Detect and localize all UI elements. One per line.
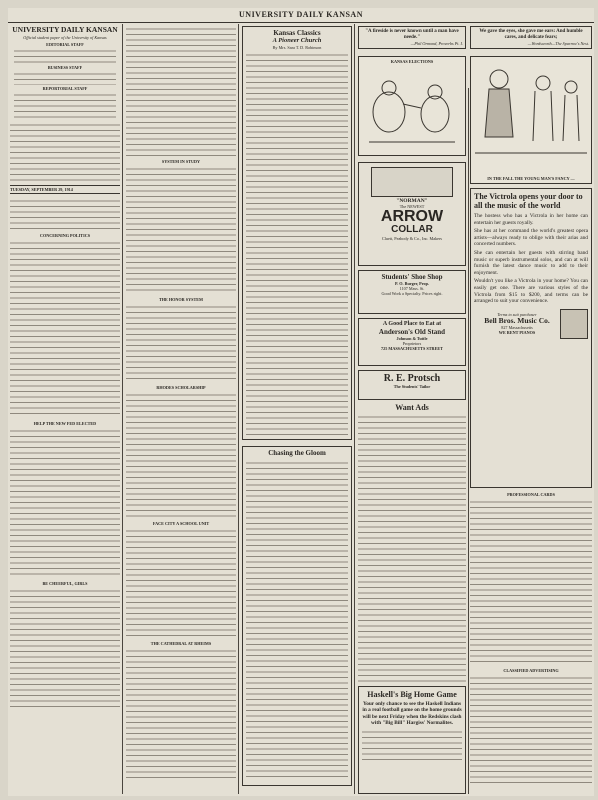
intro-paragraph: [10, 198, 120, 230]
article-heading: SYSTEM IN STUDY: [161, 159, 201, 164]
tailor-ad: [358, 370, 466, 400]
section-heading: Want Ads: [395, 403, 429, 412]
publication-notice: [10, 122, 120, 182]
byline: By Mrs. Sara T. D. Robinson: [272, 45, 322, 50]
ad-brand-sub: COLLAR: [391, 224, 433, 235]
section-heading: CLASSIFIED ADVERTISING: [503, 668, 559, 673]
newspaper-page: [8, 8, 594, 796]
column-3: [242, 26, 352, 794]
cartoon-caption: IN THE FALL THE YOUNG MAN'S FANCY —: [487, 176, 575, 181]
article-body: [126, 528, 236, 638]
ad-extra: [362, 729, 462, 763]
article-body: [10, 428, 120, 578]
ad-brand: ARROW: [380, 208, 444, 225]
quote-text: "A fireside is never known until a man have neede.": [365, 29, 459, 40]
ad-title: Haskell's Big Home Game: [367, 690, 457, 699]
ad-line: Good Work a Specialty. Prices right.: [381, 291, 443, 296]
ad-body: She can entertain her guests with stirring band music or superb instrumental solos, and can at will furnish the latest dance music to add to their enjoyment.: [474, 249, 588, 276]
collar-illustration: [371, 167, 453, 197]
article-heading: HELP THE NEW FED ELECTED: [33, 421, 97, 426]
victrola-ad: [470, 188, 592, 488]
paper-title: UNIVERSITY DAILY KANSAN: [12, 26, 118, 34]
article-heading: THE HONOR SYSTEM: [159, 297, 203, 302]
professional-cards: [470, 492, 592, 665]
quote-source: —Wordsworth—The Sparrow's Nest.: [527, 41, 589, 46]
restaurant-ad: [358, 318, 466, 366]
article-body: [126, 648, 236, 778]
masthead: UNIVERSITY DAILY KANSAN: [239, 10, 363, 19]
kansas-elections-cartoon: [358, 56, 466, 156]
ad-title: Students' Shoe Shop: [381, 273, 443, 281]
staff-list: [14, 48, 116, 64]
ad-tagline: The NEWEST: [399, 204, 425, 209]
ad-body: The hostess who has a Victrola in her home can entertain her guests royally.: [474, 213, 588, 226]
quote-box: [358, 26, 466, 49]
article-body: [10, 240, 120, 418]
want-ads: [358, 404, 466, 682]
ad-address: 725 MASSACHUSETTS STREET: [381, 346, 443, 351]
masthead-rule: [8, 22, 594, 23]
column-2: [126, 26, 236, 794]
article-heading: RHODES SCHOLARSHIP: [156, 385, 206, 390]
article-body: [10, 588, 120, 708]
staff-list: [14, 92, 116, 120]
ad-owner: P. O. Burger, Prop.: [395, 281, 429, 286]
column-1: [10, 26, 120, 794]
cartoon-drawing: [359, 64, 465, 150]
ad-store-name: Bell Bros. Music Co.: [484, 315, 550, 325]
cards-list: [470, 499, 592, 665]
chasing-gloom-box: [242, 446, 352, 786]
ad-rent: WE RENT PIANOS: [498, 330, 536, 336]
section-heading: Kansas Classics: [273, 29, 321, 37]
ad-subtitle: The Students' Tailor: [393, 384, 431, 389]
cartoon-drawing: [471, 57, 591, 173]
column-4: [358, 26, 466, 794]
ad-body: She has at her command the world's greatest opera artists—always ready to oblige with their arias and concerted numbers.: [474, 228, 588, 248]
article-heading: A Pioneer Church: [272, 37, 322, 44]
classified-list: [470, 675, 592, 783]
quote-source: —Phil Ormond, Proverbs Pt. I.: [410, 41, 463, 46]
staff-list: [14, 71, 116, 85]
section-heading: Chasing the Gloom: [268, 449, 326, 457]
editorial-staff-heading: EDITORIAL STAFF: [46, 42, 84, 47]
article-heading: CONCERNING POLITICS: [39, 233, 91, 238]
ad-terms: Terms to suit purchaser: [497, 311, 537, 317]
paper-subtitle: Official student paper of the University of Kansas: [23, 35, 107, 40]
shoe-shop-ad: [358, 270, 466, 314]
column-rule: [238, 24, 239, 794]
date-line: TUESDAY, SEPTEMBER 29, 1914: [10, 187, 73, 192]
ad-maker: Cluett, Peabody & Co., Inc. Makers: [381, 236, 443, 241]
kansas-classics-box: [242, 26, 352, 440]
haskell-game-ad: [358, 686, 466, 794]
article-heading: FACE CITY A SCHOOL UNIT: [152, 521, 210, 526]
ad-title: R. E. Protsch: [383, 373, 441, 384]
ad-store-address: 827 Massachusetts: [501, 325, 533, 331]
ad-owner: Johnson & Tuttle: [396, 336, 428, 341]
ad-address: 1107 Mass. St.: [399, 286, 425, 291]
article-body: [126, 392, 236, 518]
victor-dog-logo: [560, 309, 588, 339]
want-ads-list: [358, 414, 466, 682]
reportorial-staff-heading: REPORTORIAL STAFF: [42, 86, 88, 91]
ad-product-name: "NORMAN": [396, 198, 428, 204]
column-rule: [468, 88, 469, 794]
ad-title: A Good Place to Eat at: [382, 321, 442, 327]
ad-name: Anderson's Old Stand: [378, 328, 446, 336]
ad-body: Your only chance to see the Haskell Indians in a real football game on the home grounds will be next Friday when the Redskins clash with "Big Bill" Hargiss' Normalites.: [362, 701, 462, 726]
column-rule: [122, 24, 123, 794]
quote-text: We gave the eyes, she gave me ears: And humble cares, and delicate fears;: [479, 29, 583, 40]
classified-ads: [470, 668, 592, 783]
arrow-collar-ad: [358, 162, 466, 266]
article-body: [126, 26, 236, 156]
column-rule: [354, 24, 355, 794]
article-body: [126, 166, 236, 294]
article-heading: BE CHEERFUL, GIRLS: [42, 581, 88, 586]
business-staff-heading: BUSINESS STAFF: [47, 65, 83, 70]
article-heading: THE CATHEDRAL AT RHEIMS: [150, 641, 212, 646]
fall-fancy-cartoon: [470, 56, 592, 184]
section-heading: PROFESSIONAL CARDS: [507, 492, 555, 497]
jokes-body: [246, 460, 348, 780]
quote-box: [470, 26, 592, 49]
article-body: [126, 304, 236, 382]
article-body: [246, 52, 348, 438]
cartoon-caption: KANSAS ELECTIONS: [390, 59, 434, 64]
ad-title: The Victrola opens your door to all the music of the world: [474, 192, 583, 210]
ad-proprietors: Proprietors: [402, 341, 422, 346]
ad-body: Wouldn't you like a Victrola in your home? You can easily get one. There are various styles of the Victrola from $15 to $200, and terms can be arranged to suit your convenience.: [474, 278, 588, 305]
